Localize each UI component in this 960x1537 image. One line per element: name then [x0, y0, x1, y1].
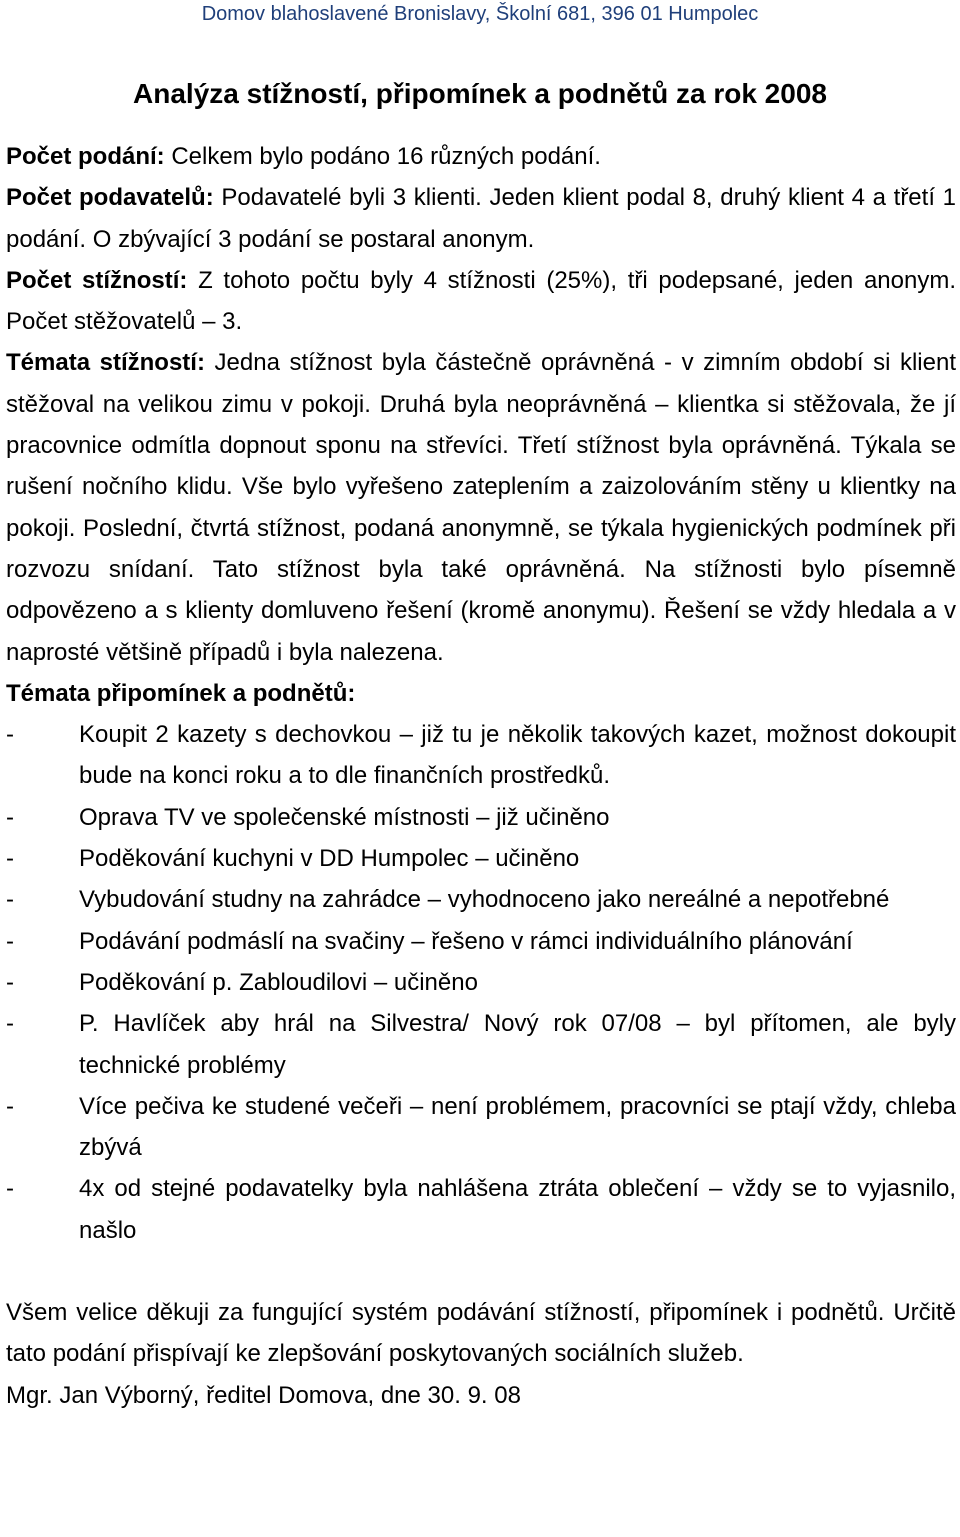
- label-pocet-podani: Počet podání:: [6, 143, 165, 170]
- list-dash: -: [6, 845, 14, 873]
- list-item-text: Oprava TV ve společenské místnosti – již učiněno: [79, 803, 610, 831]
- list-item-text: Vybudování studny na zahrádce – vyhodnoceno jako nereálné a nepotřebné: [79, 886, 890, 914]
- list-item-text: Poděkování kuchyni v DD Humpolec – učiněno: [79, 845, 580, 873]
- list-item: [6, 797, 956, 838]
- list-item: [6, 921, 956, 962]
- list-dash: -: [6, 803, 14, 831]
- list-item-text: Více pečiva ke studené večeři – není problémem, pracovníci se ptají vždy, chleba zbývá: [79, 1092, 956, 1162]
- list-item: [6, 879, 956, 920]
- list-dash: -: [6, 1010, 14, 1038]
- label-pocet-podavatelu: Počet podavatelů:: [6, 184, 214, 212]
- suggestions-list: [6, 714, 956, 1251]
- list-dash: -: [6, 721, 14, 749]
- list-item: [6, 714, 956, 797]
- list-dash: -: [6, 886, 14, 914]
- label-pocet-stiznosti: Počet stížností:: [6, 266, 188, 294]
- text-temata-stiznosti: Jedna stížnost byla částečně oprávněná - v zimním období si klient stěžoval na velikou zimu v pokoji. Druhá byla neoprávněná – klientka si stěžovala, že jí pracovnice odmítla dopnout sponu na střevíci. Třetí stížnost byla oprávněná. Týkala se rušení nočního klidu. Vše bylo vyřešeno zateplením a zaizolováním stěny u klientky na pokoji. Poslední, čtvrtá stížnost, podaná anonymně, se týkala hygienických podmínek při rozvozu snídaní. Tato stížnost byla také oprávněná. Na stížnosti bylo písemně odpovězeno a s klienty domluveno řešení (kromě anonymu). Řešení se vždy hledala a v naprosté většině případů i byla nalezena.: [6, 349, 957, 666]
- list-dash: -: [6, 1175, 14, 1203]
- paragraph-pocet-podani: [6, 136, 956, 177]
- signature: Mgr. Jan Výborný, ředitel Domova, dne 30. 9. 08: [6, 1381, 521, 1409]
- label-temata-stiznosti: Témata stížností:: [6, 349, 205, 377]
- list-item: [6, 1086, 956, 1169]
- list-item-text: Podávání podmáslí na svačiny – řešeno v rámci individuálního plánování: [79, 927, 853, 955]
- list-item: [6, 1168, 956, 1251]
- document-title: Analýza stížností, připomínek a podnětů za rok 2008: [133, 78, 827, 109]
- list-dash: -: [6, 968, 14, 996]
- heading-temata-pripominek: Témata připomínek a podnětů:: [6, 679, 356, 707]
- page-header: Domov blahoslavené Bronislavy, Školní 681, 396 01 Humpolec: [201, 3, 759, 25]
- list-item: [6, 962, 956, 1003]
- paragraph-pocet-podavatelu: [6, 177, 956, 260]
- paragraph-temata-stiznosti: [6, 342, 956, 672]
- blank-line: [6, 1251, 956, 1292]
- list-item-text: Koupit 2 kazety s dechovkou – již tu je několik takových kazet, možnost dokoupit bude na konci roku a to dle finančních prostředků.: [79, 721, 956, 790]
- list-dash: -: [6, 1092, 14, 1120]
- list-item-text: 4x od stejné podavatelky byla nahlášena ztráta oblečení – vždy se to vyjasnilo, našlo: [79, 1175, 956, 1244]
- list-item-text: Poděkování p. Zabloudilovi – učiněno: [79, 968, 478, 996]
- list-item: [6, 838, 956, 879]
- text-pocet-stiznosti: Z tohoto počtu byly 4 stížnosti (25%), tři podepsané, jeden anonym. Počet stěžovatelů – 3.: [6, 266, 956, 336]
- text-pocet-podani: Celkem bylo podáno 16 různých podání.: [164, 143, 601, 170]
- list-item: [6, 1003, 956, 1086]
- list-item-text: P. Havlíček aby hrál na Silvestra/ Nový rok 07/08 – byl přítomen, ale byly technické problémy: [79, 1010, 956, 1079]
- text-pocet-podavatelu: Podavatelé byli 3 klienti. Jeden klient podal 8, druhý klient 4 a třetí 1 podání. O zbývající 3 podání se postaral anonym.: [6, 184, 956, 253]
- document-body: [6, 136, 956, 1416]
- paragraph-pocet-stiznosti: [6, 260, 956, 343]
- closing-thanks: Všem velice děkuji za fungující systém podávání stížností, připomínek i podnětů. Určitě tato podání přispívají ke zlepšování poskytovaných sociálních služeb.: [6, 1299, 956, 1368]
- list-dash: -: [6, 927, 14, 955]
